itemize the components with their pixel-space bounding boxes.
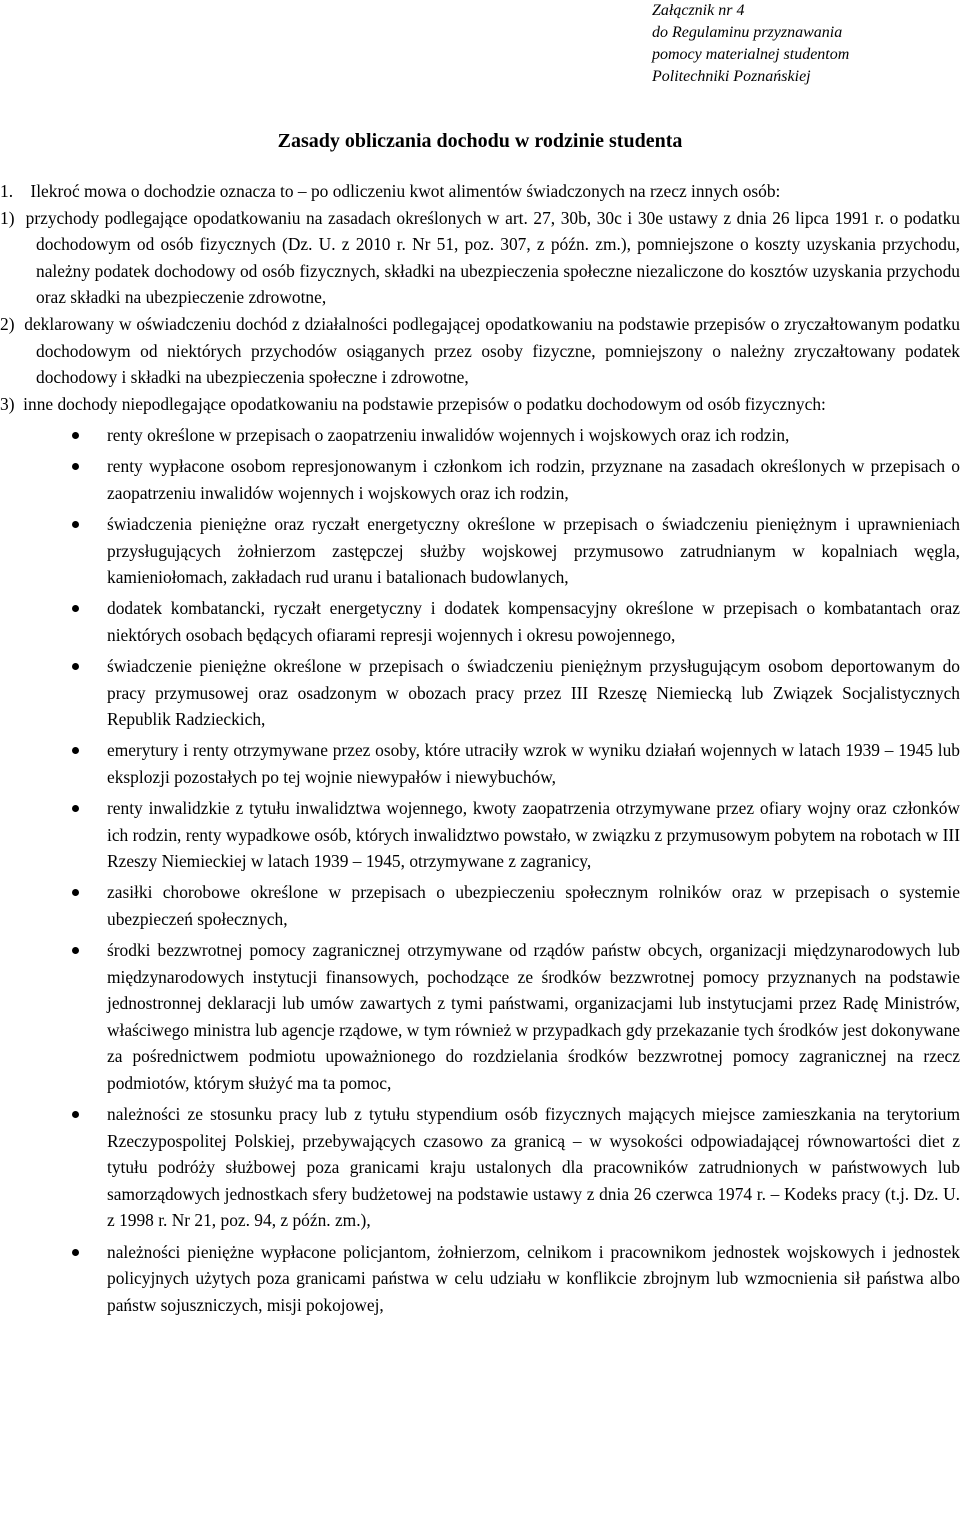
other-income-list: [0, 422, 960, 1318]
list-item-text: renty określone w przepisach o zaopatrzeniu inwalidów wojennych i wojskowych oraz ich rodzin,: [107, 425, 790, 446]
list-item-text: świadczenia pieniężne oraz ryczałt energetyczny określone w przepisach o świadczeniu pieniężnym i uprawnieniach przysługujących żołnierzom zastępczej służby wojskowej przymusowo zatrudnianym w kopalniach węgla, kamieniołomach, zakładach rud uranu i batalionach budowlanych,: [107, 514, 960, 588]
list-item: [0, 795, 960, 875]
bullet-icon: [72, 521, 79, 528]
list-item-text: zasiłki chorobowe określone w przepisach o ubezpieczeniu społecznym rolników oraz w przepisach o systemie ubezpieczeń społecznych,: [107, 882, 960, 929]
bullet-icon: [72, 947, 79, 954]
list-item: [0, 595, 960, 648]
attachment-line-1: Załącznik nr 4: [652, 2, 745, 19]
bullet-icon: [72, 1249, 79, 1256]
bullet-icon: [72, 463, 79, 470]
list-item-text: należności ze stosunku pracy lub z tytułu stypendium osób fizycznych mających miejsce zamieszkania na terytorium Rzeczypospolitej Polskiej, przebywających czasowo za granicą – w wysokości odpowiadającej równowartości diet z tytułu podróży służbowej poza granicami kraju ustalonych dla pracowników zatrudnionych w państwowych lub samorządowych jednostkach sfery budżetowej na podstawie ustawy z dnia 26 czerwca 1974 r. – Kodeks pracy (t.j. Dz. U. z 1998 r. Nr 21, poz. 94, z późn. zm.),: [107, 1104, 960, 1231]
bullet-icon: [72, 1111, 79, 1118]
attachment-line-4: Politechniki Poznańskiej: [652, 68, 811, 85]
document-body: [0, 178, 960, 1323]
list-item: [0, 937, 960, 1097]
attachment-line-2: do Regulaminu przyznawania: [652, 24, 843, 41]
section-1-intro: 1. Ilekroć mowa o dochodzie oznacza to – po odliczeniu kwot alimentów świadczonych na rzecz innych osób:: [0, 181, 781, 201]
list-item: [0, 453, 960, 506]
attachment-line-3: pomocy materialnej studentom: [652, 46, 850, 63]
list-item-text: świadczenie pieniężne określone w przepisach o świadczeniu pieniężnym przysługującym osobom deportowanym do pracy przymusowej oraz osadzonym w obozach pracy przez III Rzeszę Niemiecką lub Związek Socjalistycznych Republik Radzieckich,: [107, 656, 960, 730]
list-item-text: środki bezzwrotnej pomocy zagranicznej otrzymywane od rządów państw obcych, organizacji międzynarodowych lub międzynarodowych instytucji finansowych, pochodzące ze środków bezzwrotnej pomocy przyznanych na podstawie jednostronnej deklaracji lub umów zawartych z tymi państwami, organizacjami lub instytucjami przez Radę Ministrów, właściwego ministra lub agencje rządowe, w tym również w przypadkach gdy przekazanie tych środków jest dokonywane za pośrednictwem podmiotu upoważnionego do rozdzielania środków bezzwrotnej pomocy zagranicznej na rzecz podmiotów, którym służyć ma ta pomoc,: [107, 940, 960, 1093]
income-item-2: 2) deklarowany w oświadczeniu dochód z działalności podlegającej opodatkowaniu na podstawie przepisów o zryczałtowanym podatku dochodowym od niektórych przychodów osiąganych przez osoby fizyczne, pomniejszony o należny zryczałtowany podatek dochodowy i składki na ubezpieczenia społeczne i zdrowotne,: [0, 313, 960, 388]
income-item-3: 3) inne dochody niepodlegające opodatkowaniu na podstawie przepisów o podatku dochodowym od osób fizycznych:: [0, 393, 826, 414]
list-item-text: renty wypłacone osobom represjonowanym i członkom ich rodzin, przyznane na zasadach określonych w przepisach o zaopatrzeniu inwalidów wojennych i wojskowych oraz ich rodzin,: [107, 456, 960, 504]
list-item: [0, 653, 960, 733]
list-item: [0, 1239, 960, 1319]
bullet-icon: [72, 747, 79, 754]
attachment-note: [652, 0, 952, 88]
bullet-icon: [72, 432, 79, 439]
list-item-text: renty inwalidzkie z tytułu inwalidztwa wojennego, kwoty zaopatrzenia otrzymywane przez ofiary wojny oraz członków ich rodzin, renty wypadkowe osób, których inwalidztwo powstało, w związku z przymusowym pobytem na robotach w III Rzeszy Niemieckiej w latach 1939 – 1945, otrzymywane z zagranicy,: [107, 798, 960, 872]
bullet-icon: [72, 805, 79, 812]
bullet-icon: [72, 663, 79, 670]
list-item: [0, 1101, 960, 1234]
list-item: [0, 511, 960, 591]
list-item: [0, 879, 960, 932]
bullet-icon: [72, 605, 79, 612]
document-title: Zasady obliczania dochodu w rodzinie studenta: [277, 130, 683, 152]
list-item: [0, 737, 960, 790]
list-item-text: należności pieniężne wypłacone policjantom, żołnierzom, celnikom i pracownikom jednostek wojskowych i jednostek policyjnych użytych poza granicami państwa w celu udziału w konflikcie zbrojnym lub wzmocnienia sił państwa albo państw sojuszniczych, misji pokojowej,: [107, 1241, 960, 1315]
list-item: [0, 422, 960, 449]
list-item-text: dodatek kombatancki, ryczałt energetyczny i dodatek kompensacyjny określone w przepisach o kombatantach oraz niektórych osobach będących ofiarami represji wojennych i okresu powojennego,: [107, 598, 960, 645]
list-item-text: emerytury i renty otrzymywane przez osoby, które utraciły wzrok w wyniku działań wojennych w latach 1939 – 1945 lub eksplozji pozostałych po tej wojnie niewypałów i niewybuchów,: [107, 740, 960, 787]
bullet-icon: [72, 889, 79, 896]
income-item-1: 1) przychody podlegające opodatkowaniu na zasadach określonych w art. 27, 30b, 30c i 30e ustawy z dnia 26 lipca 1991 r. o podatku dochodowym od osób fizycznych (Dz. U. z 2010 r. Nr 51, poz. 307, z późn. zm.), pomniejszone o koszty uzyskania przychodu, należny podatek dochodowy od osób fizycznych, składki na ubezpieczenia społeczne niezaliczone do kosztów uzyskania przychodu oraz składki na ubezpieczenie zdrowotne,: [0, 207, 960, 308]
